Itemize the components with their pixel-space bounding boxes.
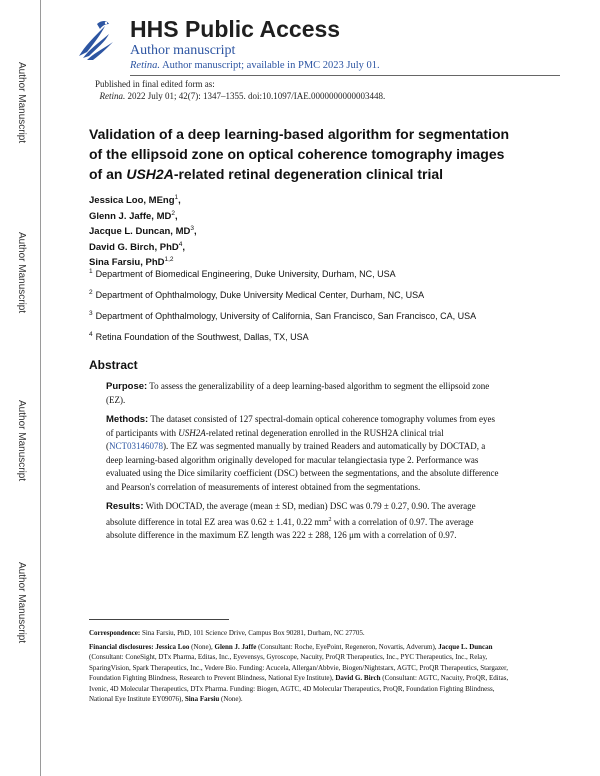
trial-registry-link[interactable]: NCT03146078: [109, 441, 163, 451]
header-divider: [130, 75, 560, 76]
author: Glenn J. Jaffe, $MD^2$,: [89, 209, 178, 222]
author-manuscript-label: Author Manuscript: [16, 400, 27, 482]
abstract-heading: Abstract: [89, 358, 138, 372]
published-line: Published in final edited form as:: [95, 79, 215, 89]
abstract-methods: Methods: The dataset consisted of 127 spectral-domain optical coherence tomography volumes from eyes of participants with USH2A-related retinal degeneration enrolled in the RUSH2A clinical trial (NCT03146078). The EZ was segmented manually by trained Readers and automatically by DOCTAD, a deep learning-based algorithm originally developed for macular telangiectasia type 2. Performance was evaluated using the Dice similarity coefficient (DSC) between the segmentations, and the absolute difference and Pearson's correlation of measurements of interest obtained from the segmentations.: [106, 414, 499, 492]
footnotes: [89, 628, 509, 708]
abstract-results: Results: With DOCTAD, the average (mean ± SD, median) DSC was 0.79 ± 0.27, 0.90. The average absolute difference in total EZ area was 0.62 ± 1.41, 0.22 $mm^2$ with a correlation of 0.97. The average absolute difference in the maximum EZ length was 222 ± 288, 126 μm with a correlation of 0.97.: [106, 501, 476, 540]
citation-journal: Retina.: [99, 91, 126, 101]
sidebar: [0, 0, 41, 776]
abstract-body: [106, 380, 501, 549]
hhs-public-access-title: HHS Public Access: [130, 16, 341, 42]
abstract-purpose: Purpose: To assess the generalizability of a deep learning-based algorithm to segment the ellipsoid zone (EZ).: [106, 381, 490, 405]
author-manuscript-label: Author Manuscript: [16, 232, 27, 314]
financial-disclosures: Financial disclosures: Jessica Loo (None), Glenn J. Jaffe (Consultant: Roche, EyePoint, Regeneron, Novartis, Adverum), Jacque L. Duncan (Consultant: ConeSight, DTx Pharma, Editas, Inc., Eyevensys, Gyroscope, Nacuity, ProQR Therapeutics, Inc., PYC Therapeutics, Inc., Relay, SparingVision, Spark Therapeutics, Inc., Vedere Bio. Funding: Acucela, Allergan/Abbvie, Biogen/Nightstarx, AGTC, ProQR Therapeutics, Stargazer, Foundation Fighting Blindness, Research to Prevent Blindness, National Eye Institute), David G. Birch (Consultant: AGTC, Nacuity, ProQR, Editas, Ivenic, 4D Molecular Therapeutics, DTx Pharma. Funding: Biogen, AGTC, 4D Molecular Therapeutics, ProQR, Foundation Fighting Blindness, National Eye Institute EY09076), Sina Farsiu (None).: [89, 642, 509, 703]
journal-name: Retina.: [130, 60, 161, 71]
availability-text: Author manuscript; available in PMC 2023 July 01.: [162, 60, 380, 71]
author-manuscript-label: Author Manuscript: [16, 62, 27, 144]
author: Jacque L. Duncan, $MD^3$,: [89, 225, 197, 237]
hhs-eagle-icon: [75, 16, 117, 64]
affiliation-list: [89, 268, 476, 352]
citation-text: 2022 July 01; 42(7): 1347–1355. doi:10.1097/IAE.0000000000003448.: [127, 91, 386, 101]
author: Jessica Loo, MEng$^1$,: [89, 194, 181, 206]
publication-info: [95, 78, 385, 102]
affiliation: $^4$ Retina Foundation of the Southwest, Dallas, TX, USA: [89, 331, 309, 342]
footnote-divider: [89, 619, 229, 620]
header: [75, 16, 545, 72]
author: David G. Birch, PhD$^4$,: [89, 240, 186, 253]
author-list: [89, 193, 197, 271]
author: Sina Farsiu, PhD$^{1,2}$: [89, 256, 174, 268]
availability-line: [130, 59, 380, 73]
affiliation: $^1$ Department of Biomedical Engineering, Duke University, Durham, NC, USA: [89, 268, 396, 279]
gene-name: USH2A: [126, 166, 174, 182]
affiliation: $^3$ Department of Ophthalmology, University of California, San Francisco, San Francisco, CA, USA: [89, 310, 477, 321]
correspondence: Correspondence: Sina Farsiu, PhD, 101 Science Drive, Campus Box 90281, Durham, NC 27705.: [89, 629, 365, 637]
affiliation: $^2$ Department of Ophthalmology, Duke University Medical Center, Durham, NC, USA: [89, 289, 425, 300]
author-manuscript-label: Author Manuscript: [16, 562, 27, 644]
paper-title: Validation of a deep learning-based algorithm for segmentation of the ellipsoid zone on optical coherence tomography images of an USH2A-related retinal degeneration clinical trial: [89, 126, 510, 182]
author-manuscript-subtitle: Author manuscript: [130, 43, 236, 58]
citation-line: [95, 90, 385, 102]
